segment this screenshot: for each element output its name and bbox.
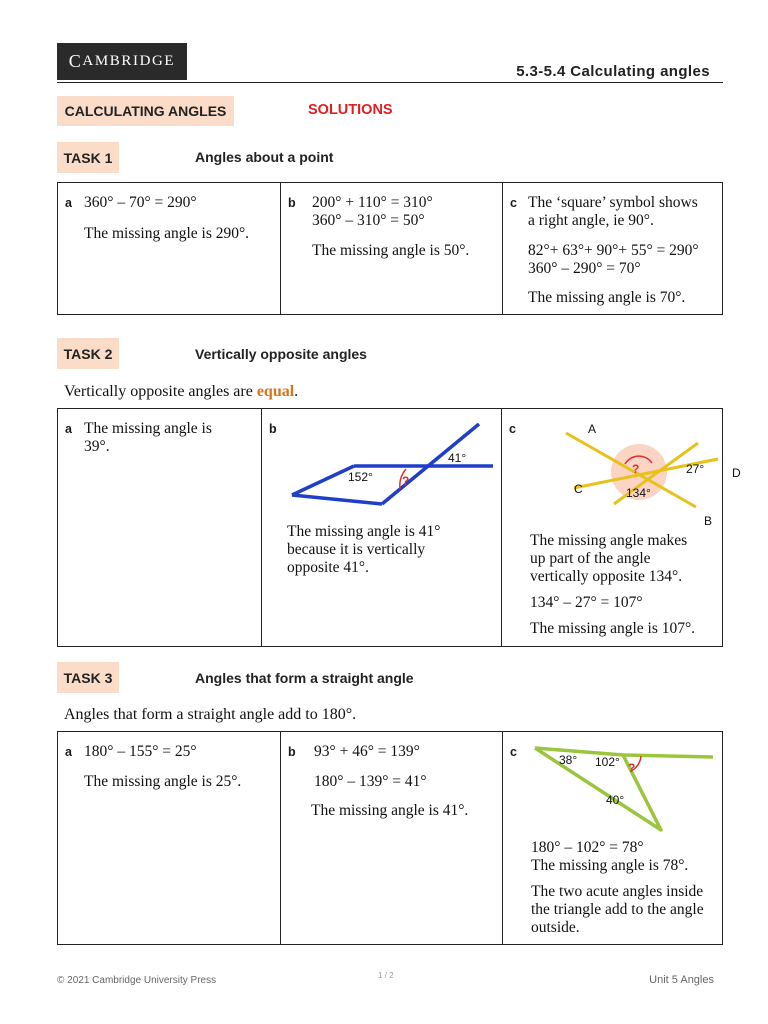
- answer-line: 180° – 155° = 25°: [84, 743, 197, 760]
- answer-line: 180° – 139° = 41°: [314, 773, 427, 790]
- cell-letter: b: [269, 422, 277, 436]
- header-divider: [57, 82, 723, 83]
- cell-letter: a: [65, 745, 72, 759]
- footer-copyright: © 2021 Cambridge University Press: [57, 975, 217, 986]
- answer-line: 82°+ 63°+ 90°+ 55° = 290°: [528, 242, 699, 259]
- answer-line: The missing angle is 78°.: [531, 857, 689, 874]
- intersecting-lines-diagram: [522, 413, 741, 528]
- task2-intro-end: .: [294, 383, 299, 400]
- task2-intro-highlight: equal: [256, 383, 295, 400]
- task1-cell-c: [502, 183, 723, 314]
- logo-rest: AMBRIDGE: [82, 53, 176, 69]
- cell-letter: c: [510, 196, 517, 210]
- task2-table: [57, 408, 741, 647]
- answer-line: The missing angle is 107°.: [530, 620, 696, 637]
- answer-line: The missing angle is 50°.: [312, 242, 470, 259]
- logo-first-letter: C: [68, 51, 83, 71]
- answer-line: 360° – 70° = 290°: [84, 194, 197, 211]
- answer-line: 360° – 310° = 50°: [312, 212, 425, 229]
- unknown-angle-label: ?: [402, 474, 410, 488]
- task3-cell-b: [280, 732, 502, 944]
- cambridge-logo: [57, 43, 187, 80]
- answer-line: vertically opposite 134°.: [530, 568, 683, 585]
- answer-line: 39°.: [84, 438, 110, 455]
- cell-letter: c: [509, 422, 516, 436]
- task2-intro-text: Vertically opposite angles are: [64, 383, 257, 400]
- answer-line: because it is vertically: [287, 541, 426, 558]
- footer-unit: Unit 5 Angles: [649, 974, 714, 986]
- answer-line: The missing angle is 25°.: [84, 773, 242, 790]
- task3-badge: TASK 3: [57, 662, 119, 693]
- task1-table: [57, 182, 723, 315]
- answer-line: The missing angle is 41°.: [311, 802, 469, 819]
- task3-intro: Angles that form a straight angle add to 180°.: [64, 706, 357, 723]
- task3-table: [57, 731, 723, 945]
- answer-line: The missing angle is 41°: [287, 523, 441, 540]
- angle-label: 40°: [606, 793, 625, 807]
- document-title: 5.3-5.4 Calculating angles: [516, 63, 710, 80]
- answer-line: 360° – 290° = 70°: [528, 260, 641, 277]
- answer-line: The two acute angles inside: [531, 883, 704, 900]
- answer-line: The missing angle is 70°.: [528, 289, 686, 306]
- unknown-angle-label: ?: [628, 761, 636, 775]
- answer-line: outside.: [531, 919, 580, 936]
- task2-cell-a: [58, 409, 261, 646]
- point-label-b: B: [704, 514, 713, 528]
- cell-letter: b: [288, 196, 296, 210]
- diagram-line: [292, 495, 382, 504]
- unknown-angle-label: ?: [632, 462, 640, 476]
- extended-line: [623, 755, 713, 757]
- task2-intro: [64, 383, 298, 401]
- angle-label: 27°: [686, 462, 705, 476]
- triangle-diagram: [527, 742, 723, 834]
- angle-label: 102°: [595, 755, 620, 769]
- answer-line: a right angle, ie 90°.: [528, 212, 654, 229]
- task1-cell-a: [58, 183, 280, 314]
- answer-line: up part of the angle: [530, 550, 651, 567]
- task2-cell-c: [501, 409, 741, 646]
- task3-title: Angles that form a straight angle: [195, 670, 414, 686]
- task1-title: Angles about a point: [195, 149, 334, 165]
- footer-page-number: 1 / 2: [378, 971, 394, 980]
- answer-line: The missing angle makes: [530, 532, 688, 549]
- cell-letter: a: [65, 196, 72, 210]
- task2-title: Vertically opposite angles: [195, 346, 367, 362]
- answer-line: the triangle add to the angle: [531, 901, 704, 918]
- angle-label: 41°: [448, 451, 467, 465]
- answer-line: 93° + 46° = 139°: [314, 743, 420, 760]
- task2-cell-b: [261, 409, 501, 646]
- task1-cell-b: [280, 183, 502, 314]
- angle-label: 152°: [348, 470, 373, 484]
- answer-line: 180° – 102° = 78°: [531, 839, 644, 856]
- solutions-label: SOLUTIONS: [308, 102, 393, 118]
- point-label-d: D: [732, 466, 741, 480]
- task2-badge: TASK 2: [57, 338, 119, 369]
- answer-line: opposite 41°.: [287, 559, 369, 576]
- diagram-line: [292, 466, 354, 495]
- parallelogram-diagram: [282, 415, 500, 515]
- answer-line: The missing angle is 290°.: [84, 225, 250, 242]
- cell-letter: a: [65, 422, 72, 436]
- angle-label: 134°: [626, 486, 651, 500]
- task3-cell-c: [502, 732, 723, 944]
- answer-line: 134° – 27° = 107°: [530, 594, 643, 611]
- cell-letter: b: [288, 745, 296, 759]
- task3-cell-a: [58, 732, 280, 944]
- section-heading-badge: CALCULATING ANGLES: [57, 96, 234, 126]
- answer-line: The missing angle is: [84, 420, 212, 437]
- point-label-a: A: [588, 422, 597, 436]
- angle-label: 38°: [559, 753, 578, 767]
- point-label-c: C: [574, 482, 583, 496]
- answer-line: 200° + 110° = 310°: [312, 194, 433, 211]
- answer-line: The ‘square’ symbol shows: [528, 194, 698, 211]
- task1-badge: TASK 1: [57, 142, 119, 173]
- cell-letter: c: [510, 745, 517, 759]
